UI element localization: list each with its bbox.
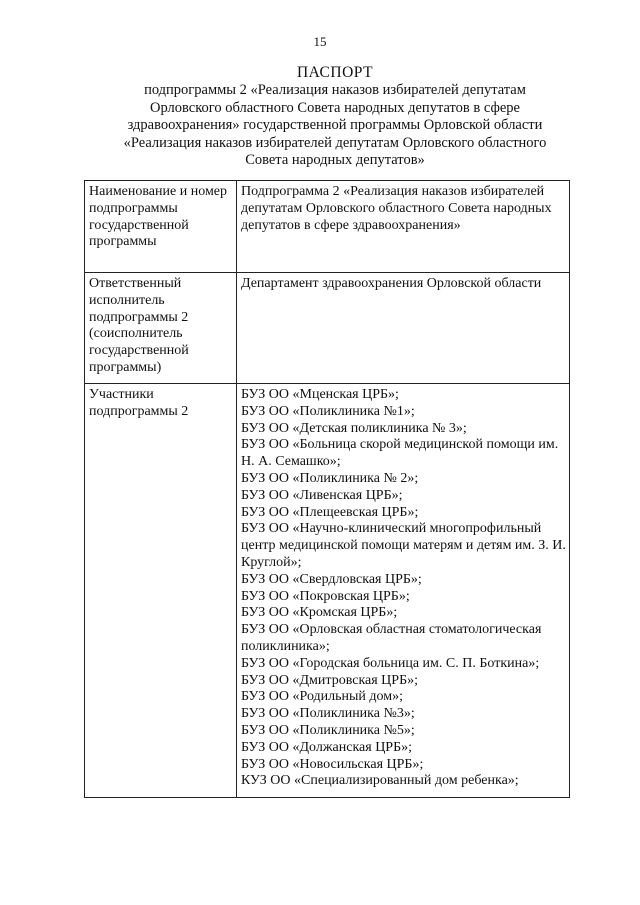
participant-item: БУЗ ОО «Родильный дом»; <box>241 689 404 705</box>
participant-item: БУЗ ОО «Поликлиника №3»; <box>241 706 415 722</box>
participant-item: БУЗ ОО «Научно-клинический многопрофильный центр медицинской помощи матерям и детям им. З. И. Круглой»; <box>241 521 566 570</box>
participant-item: БУЗ ОО «Дмитровская ЦРБ»; <box>241 672 419 688</box>
participant-item: БУЗ ОО «Детская поликлиника № 3»; <box>241 420 467 436</box>
row-label: Участники подпрограммы 2 <box>85 384 237 798</box>
passport-table <box>84 180 570 798</box>
participant-item: БУЗ ОО «Свердловская ЦРБ»; <box>241 571 422 587</box>
row-value: Департамент здравоохранения Орловской области <box>237 273 570 384</box>
participant-item: БУЗ ОО «Должанская ЦРБ»; <box>241 739 413 755</box>
title-line: Орловского областного Совета народных депутатов в сфере <box>149 99 520 116</box>
participant-item: БУЗ ОО «Орловская областная стоматологическая поликлиника»; <box>241 622 542 654</box>
row-value: Подпрограмма 2 «Реализация наказов избирателей депутатам Орловского областного Совета народных депутатов в сфере здравоохранения» <box>237 181 570 273</box>
participant-item: БУЗ ОО «Кромская ЦРБ»; <box>241 605 398 621</box>
participant-item: БУЗ ОО «Новосильская ЦРБ»; <box>241 756 424 772</box>
document-heading: ПАСПОРТ <box>296 64 374 81</box>
row-label: Ответственный исполнитель подпрограммы 2 (соисполнитель государственной программы) <box>85 273 237 384</box>
participant-item: БУЗ ОО «Покровская ЦРБ»; <box>241 588 410 604</box>
row-label: Наименование и номер подпрограммы государственной программы <box>85 181 237 273</box>
participant-item: БУЗ ОО «Поликлиника №5»; <box>241 722 415 738</box>
participant-item: БУЗ ОО «Поликлиника № 2»; <box>241 470 419 486</box>
table-row <box>85 384 570 798</box>
table-row <box>85 273 570 384</box>
title-line: «Реализация наказов избирателей депутатам Орловского областного <box>123 134 547 151</box>
title-line: Совета народных депутатов» <box>245 152 425 168</box>
page-number: 15 <box>313 34 327 49</box>
participant-item: КУЗ ОО «Специализированный дом ребенка»; <box>241 773 519 789</box>
participant-item: БУЗ ОО «Больница скорой медицинской помощи им. Н. А. Семашко»; <box>241 437 559 470</box>
title-line: здравоохранения» государственной программы Орловской области <box>127 117 543 133</box>
document-title-block <box>100 63 570 170</box>
table-row <box>85 181 570 273</box>
participants-list <box>237 384 570 798</box>
title-line: подпрограммы 2 «Реализация наказов избирателей депутатам <box>144 82 526 98</box>
participant-item: БУЗ ОО «Мценская ЦРБ»; <box>241 387 399 402</box>
participant-item: БУЗ ОО «Поликлиника №1»; <box>241 403 415 419</box>
participant-item: БУЗ ОО «Городская больница им. С. П. Боткина»; <box>241 655 540 671</box>
participant-item: БУЗ ОО «Плещеевская ЦРБ»; <box>241 504 419 520</box>
participant-item: БУЗ ОО «Ливенская ЦРБ»; <box>241 487 403 503</box>
